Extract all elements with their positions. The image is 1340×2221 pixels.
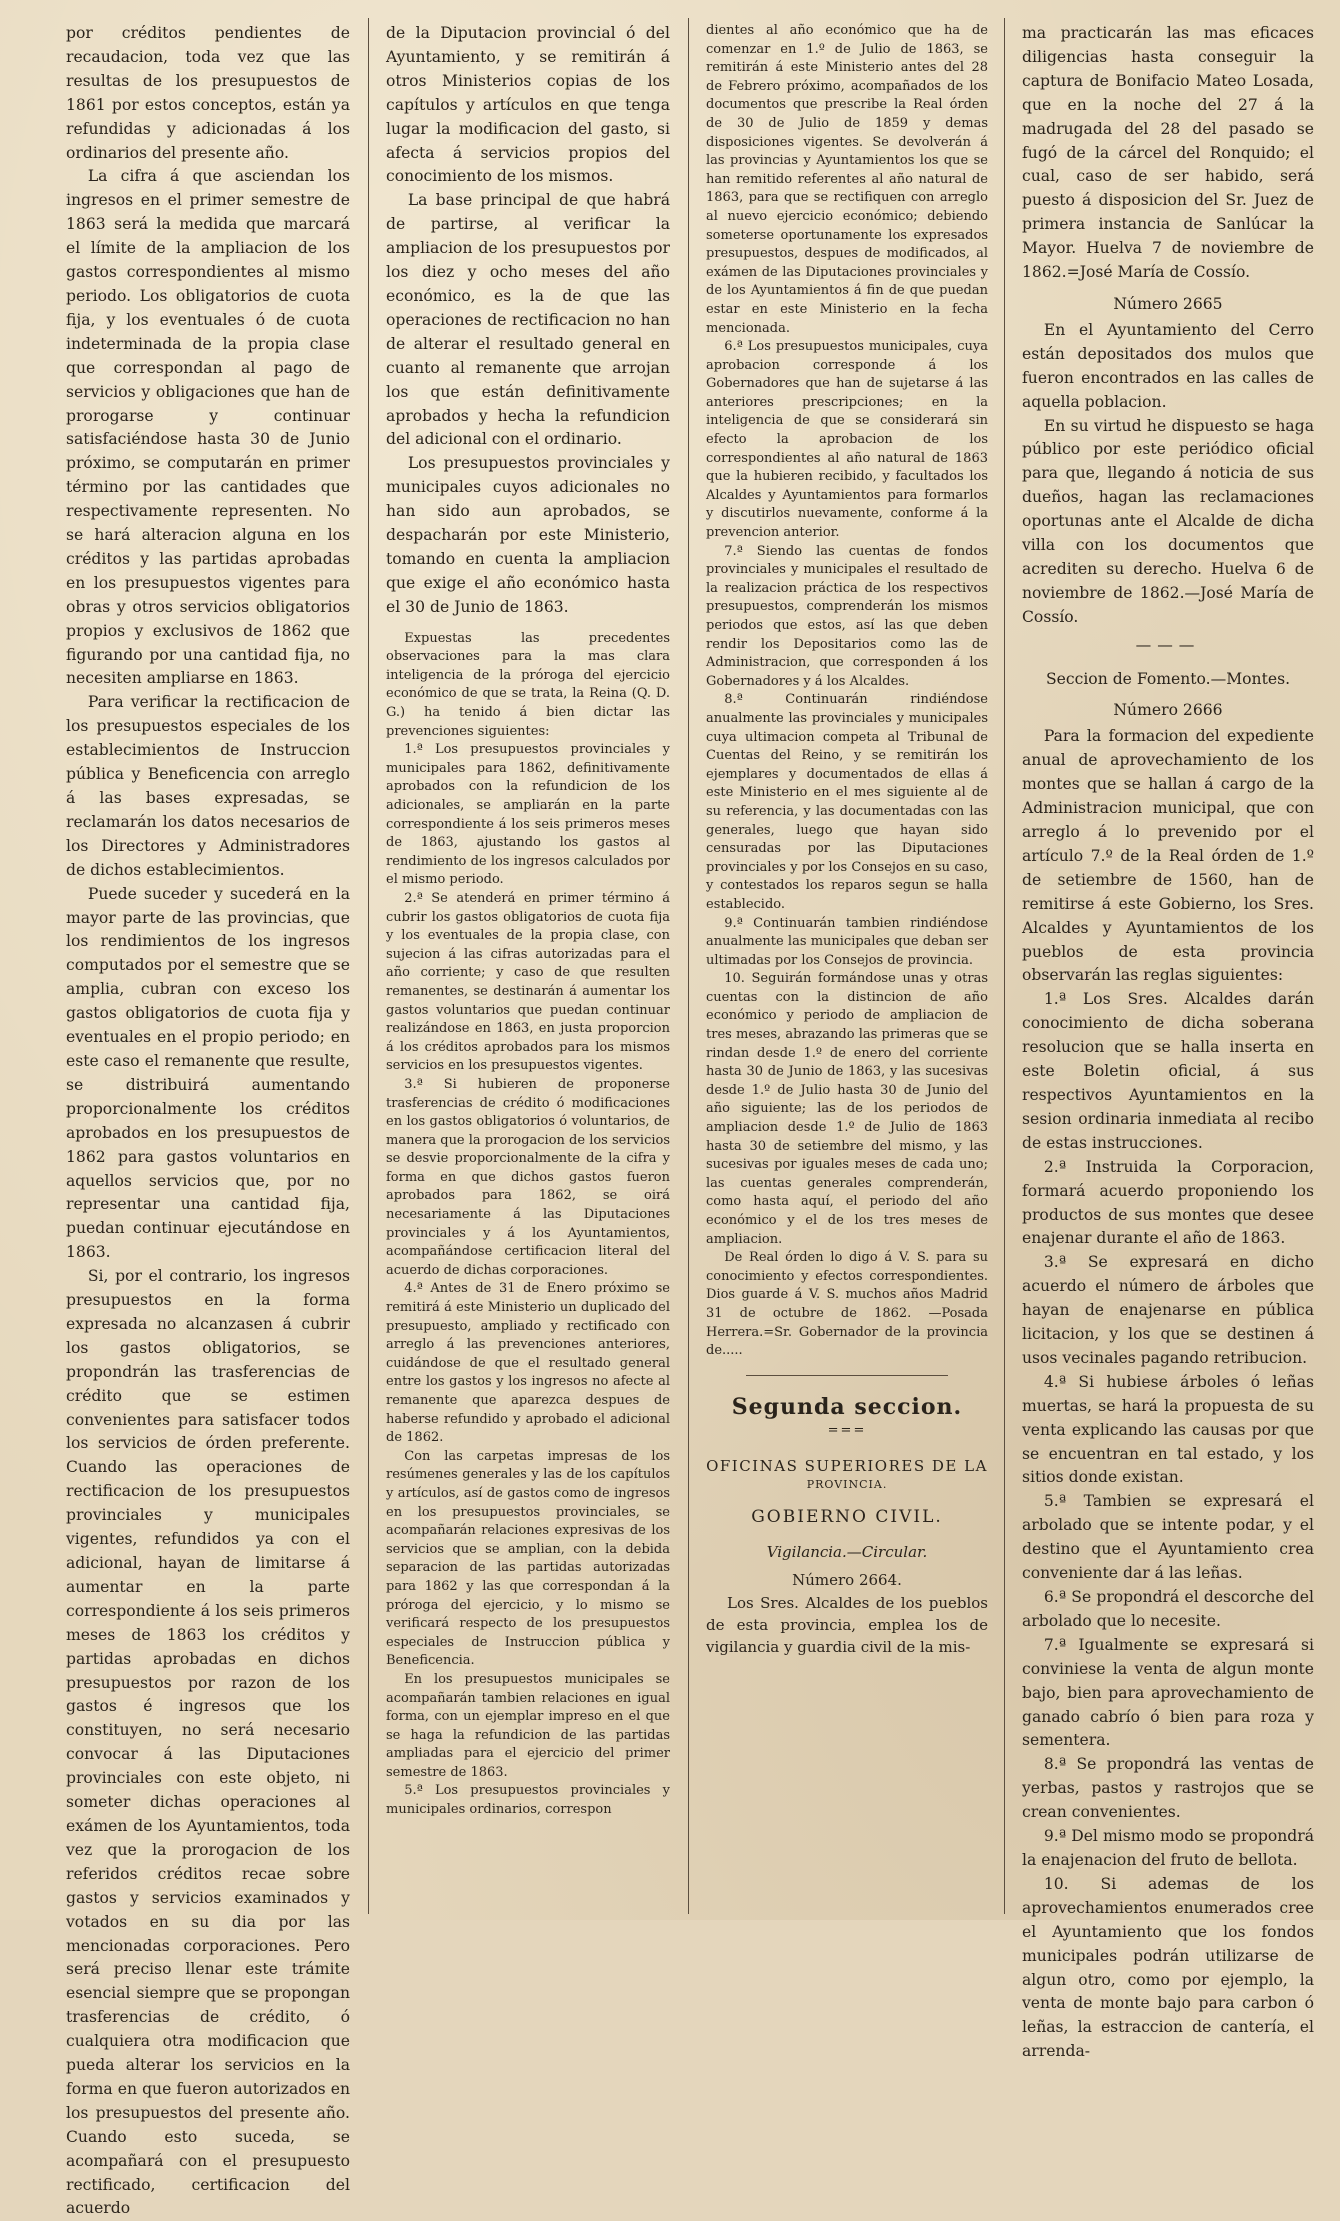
separator: === xyxy=(827,1423,867,1439)
paragraph: 5.ª Los presupuestos provinciales y municipales ordinarios, correspon xyxy=(386,1783,670,1818)
paragraph: La cifra á que asciendan los ingresos en el primer semestre de 1863 será la medida que marcará el límite de la ampliacion de los gastos correspondientes al mismo periodo. Los obligatorios de cuota fija, y los eventuales ó de cuota indeterminada de la propia clase que correspondan al pago de servicios y obligaciones que han de prorogarse y continuar satisfaciéndose hasta 30 de Junio próximo, se computarán en primer término por las cantidades que respectivamente representen. No se hará alteracion alguna en los créditos y las partidas aprobadas en los presupuestos vigentes para obras y otros servicios obligatorios propios y exclusivos de 1862 que figurando por una cantidad fija, no necesiten ampliarse en 1863. xyxy=(66,167,350,688)
paragraph: 2.ª Se atenderá en primer término á cubrir los gastos obligatorios de cuota fija y los eventuales de la propia clase, con sujecion á las cifras autorizadas para el año corriente; y caso de que resulten remanentes, se destinarán á aumentar los gastos voluntarios que puedan continuar realizándose en 1863, en justa proporcion á los créditos aprobados para los mismos servicios en los presupuestos vigentes. xyxy=(386,890,670,1074)
paragraph: de la Diputacion provincial ó del Ayuntamiento, y se remitirán á otros Ministerios copias de los capítulos y artículos en que tenga lugar la modificacion del gasto, si afecta á servicios propios del conocimiento de los mismos. xyxy=(386,24,670,186)
paragraph: 2.ª Instruida la Corporacion, formará acuerdo proponiendo los productos de sus montes que desee enajenar durante el año de 1863. xyxy=(1022,1157,1314,1248)
paragraph: 8.ª Se propondrá las ventas de yerbas, pastos y rastrojos que se crean convenientes. xyxy=(1022,1755,1314,1822)
paragraph: 6.ª Se propondrá el descorche del arbolado que lo necesite. xyxy=(1022,1588,1314,1630)
paragraph: 3.ª Se expresará en dicho acuerdo el número de árboles que hayan de enajenarse en pública licitacion, y los que se destinen á usos vecinales pagando retribucion. xyxy=(1022,1253,1314,1367)
paragraph: 10. Seguirán formándose unas y otras cuentas con la distincion de año económico y periodo de ampliacion de tres meses, abrazando las primeras que se rindan desde 1.º de enero del corriente hasta 30 de Junio de 1863, y las sucesivas desde 1.º de Julio hasta 30 de Junio del año siguiente; las de los periodos de ampliacion desde 1.º de Julio de 1863 hasta 30 de setiembre del mismo, y las sucesivas por iguales meses de cada uno; las cuentas generales comprenderán, como hasta aquí, el periodo del año económico y el de los tres meses de ampliacion. xyxy=(706,971,988,1247)
paragraph: En su virtud he dispuesto se haga público por este periódico oficial para que, llegando á noticia de sus dueños, hagan las reclamaciones oportunas ante el Alcalde de dicha villa con los documentos que acrediten su derecho. Huelva 6 de noviembre de 1862.—José María de Cossío. xyxy=(1022,416,1314,626)
paragraph: Puede suceder y sucederá en la mayor parte de las provincias, que los rendimientos de los ingresos computados por el semestre que se amplia, cubran con exceso los gastos obligatorios de cuota fija y eventuales en el propio periodo; en este caso el remanente que resulte, se distribuirá aumentando proporcionalmente los créditos aprobados en los presupuestos de 1862 para gastos voluntarios en aquellos servicios que, por no representar una cantidad fija, puedan continuar ejecutándose en 1863. xyxy=(66,884,350,1262)
paragraph: Expuestas las precedentes observaciones para la mas clara inteligencia de la próroga del ejercicio económico de que se trata, la Reina (Q. D. G.) ha tenido á bien dictar las prevenciones siguientes: xyxy=(386,630,670,739)
paragraph: 1.ª Los Sres. Alcaldes darán conocimiento de dicha soberana resolucion que se halla inserta en este Boletin oficial, á sus respectivos Ayuntamientos en la sesion ordinaria inmediata al recibo de estas instrucciones. xyxy=(1022,990,1314,1152)
paragraph: De Real órden lo digo á V. S. para su conocimiento y efectos correspondientes. Dios guarde á V. S. muchos años Madrid 31 de octubre de 1862. —Posada Herrera.=Sr. Gobernador de la provincia de..... xyxy=(706,1250,988,1359)
separator: ——— xyxy=(1135,635,1201,654)
office-heading: OFICINAS SUPERIORES DE LA xyxy=(706,1456,988,1475)
paragraph: Los Sres. Alcaldes de los pueblos de esta provincia, emplea los de vigilancia y guardia civil de la mis- xyxy=(706,1593,988,1656)
column-2 xyxy=(386,22,670,1910)
paragraph: 9.ª Del mismo modo se propondrá la enajenacion del fruto de bellota. xyxy=(1022,1827,1314,1869)
office-subheading: PROVINCIA. xyxy=(806,1477,888,1491)
paragraph: 5.ª Tambien se expresará el arbolado que se intente podar, y el destino que el Ayuntamiento crea conveniente dar á las leñas. xyxy=(1022,1492,1314,1583)
column-1 xyxy=(66,22,350,2218)
column-4 xyxy=(1022,22,1314,2061)
notice-number: Número 2665 xyxy=(1113,294,1223,313)
paragraph: dientes al año económico que ha de comenzar en 1.º de Julio de 1863, se remitirán á este Ministerio antes del 28 de Febrero próximo, acompañados de los documentos que prescribe la Real órden de 30 de Julio de 1859 y demas disposiciones vigentes. Se devolverán á las provincias y Ayuntamientos los que se han remitido referentes al año natural de 1863, para que se rectifiquen con arreglo al nuevo ejercicio económico; debiendo someterse oportunamente los expresados presupuestos, despues de modificados, al exámen de las Diputaciones provinciales y de los Ayuntamientos á fin de que puedan estar en este Ministerio en la fecha mencionada. xyxy=(706,23,988,336)
paragraph: Para la formacion del expediente anual de aprovechamiento de los montes que se hallan á cargo de la Administracion municipal, que con arreglo á lo prevenido por el artículo 7.º de la Real órden de 1.º de setiembre de 1560, han de remitirse á este Gobierno, los Sres. Alcaldes y Ayuntamientos de los pueblos de esta provincia observarán las reglas siguientes: xyxy=(1022,727,1314,985)
section-heading: Seccion de Fomento.—Montes. xyxy=(1045,669,1291,688)
paragraph: Con las carpetas impresas de los resúmenes generales y las de los capítulos y artículos, así de gastos como de ingresos en los presupuestos provinciales, se acompañarán relaciones expresivas de los servicios que se amplian, con la debida separacion de las partidas autorizadas para 1862 y las que correspondan á la prórogа del ejercicio, y lo mismo se verificará respecto de los presupuestos especiales de Instruccion pública y Beneficencia. xyxy=(386,1448,670,1669)
paragraph: 8.ª Continuarán rindiéndose anualmente las provinciales y municipales cuya ultimacion competa al Tribunal de Cuentas del Reino, y se remitirán los ejemplares y documentados de ellas á este Ministerio en el mes siguiente al de su referencia, y las documentadas con las generales, luego que hayan sido censuradas por las Diputaciones provinciales y por los Consejos en su caso, y contestados los reparos segun se halla establecido. xyxy=(706,692,988,912)
paragraph: 7.ª Siendo las cuentas de fondos provinciales y municipales el resultado de la realizacion práctica de los respectivos presupuestos, comprenderán los mismos periodos que estos, así las que deben rendir los Depositarios como las de Administracion, que corresponden á los Gobernadores y á los Alcaldes. xyxy=(706,543,988,689)
government-heading: GOBIERNO CIVIL. xyxy=(751,1507,943,1528)
paragraph: 6.ª Los presupuestos municipales, cuya aprobacion corresponde á los Gobernadores que han de sujetarse á las anteriores prescripciones; en la inteligencia de que se considerará sin efecto la aprobacion de los correspondientes al año natural de 1863 que la hubieren recibido, y facultados los Alcaldes y Ayuntamientos para formarlos y discutirlos nuevamente, conforme á la prevencion anterior. xyxy=(706,339,988,541)
paragraph: Los presupuestos provinciales y municipales cuyos adicionales no han sido aun aprobados, se despacharán por este Ministerio, tomando en cuenta la ampliacion que exige el año económico hasta el 30 de Junio de 1863. xyxy=(386,454,670,616)
subsection-heading: Vigilancia.—Circular. xyxy=(766,1542,928,1561)
paragraph: La base principal de que habrá de partirse, al verificar la ampliacion de los presupuestos por los diez y ocho meses del año económico, es la de que las operaciones de rectificacion no han de alterar el resultado general en cuanto al remanente que arrojan los que están definitivamente aprobados y hecha la refundicion del adicional con el ordinario. xyxy=(386,191,670,449)
paragraph: En los presupuestos municipales se acompañarán tambien relaciones en igual forma, con un ejemplar impreso en el que se haga la refundicion de las partidas ampliadas para el ejercicio del primer semestre de 1863. xyxy=(386,1671,670,1780)
paragraph: 9.ª Continuarán tambien rindiéndose anualmente las municipales que deban ser ultimadas por los Consejos de provincia. xyxy=(706,915,988,968)
paragraph: 3.ª Si hubieren de proponerse trasferencias de crédito ó modificaciones en los gastos obligatorios ó voluntarios, de manera que la prorogacion de los servicios se desvie proporcionalmente de la cifra y forma en que dichos gastos fueron aprobados para 1862, se oirá necesariamente á las Diputaciones provinciales y á los Ayuntamientos, acompañándose certificacion literal del acuerdo de dichas corporaciones. xyxy=(386,1076,671,1278)
column-rule xyxy=(368,18,369,1914)
divider xyxy=(746,1375,948,1376)
paragraph: ma practicarán las mas eficaces diligencias hasta conseguir la captura de Bonifacio Mateo Losada, que en la noche del 27 á la madrugada del 28 del pasado se fugó de la cárcel del Ronquido; el cual, caso de ser habido, será puesto á disposicion del Sr. Juez de primera instancia de Sanlúcar la Mayor. Huelva 7 de noviembre de 1862.=José María de Cossío. xyxy=(1022,24,1314,282)
paragraph: 7.ª Igualmente se expresará si conviniese la venta de algun monte bajo, bien para aprovechamiento de ganado cabrío ó bien para roza y sementera. xyxy=(1022,1635,1314,1750)
notice-number: Número 2666 xyxy=(1113,701,1223,720)
paragraph: En el Ayuntamiento del Cerro están depositados dos mulos que fueron encontrados en las calles de aquella poblacion. xyxy=(1022,320,1314,411)
section-heading: Segunda seccion. xyxy=(731,1393,963,1420)
paragraph: 4.ª Si hubiese árboles ó leñas muertas, se hará la propuesta de su venta explicando las causas por que se encuentran en tal estado, y los sitios donde existan. xyxy=(1022,1372,1314,1487)
column-rule xyxy=(1004,18,1005,1914)
notice-number: Número 2664. xyxy=(792,1571,902,1590)
paragraph: 1.ª Los presupuestos provinciales y municipales para 1862, definitivamente aprobados con la refundicion de los adicionales, se ampliarán en la parte correspondiente á los seis primeros meses de 1863, ajustando los gastos al rendimiento de los ingresos calculados por el mismo periodo. xyxy=(386,742,670,888)
paragraph: Para verificar la rectificacion de los presupuestos especiales de los establecimientos de Instruccion pública y Beneficencia con arreglo á las bases expresadas, se reclamarán los datos necesarios de los Directores y Administradores de dichos establecimientos. xyxy=(66,693,350,879)
paragraph: 10. Si ademas de los aprovechamientos enumerados cree el Ayuntamiento que los fondos municipales podrán utilizarse de algun otro, como por ejemplo, la venta de monte bajo para carbon ó leñas, la estraccion de cantería, el arrenda- xyxy=(1022,1874,1314,2061)
paragraph: por créditos pendientes de recaudacion, toda vez que las resultas de los presupuestos de 1861 por estos conceptos, están ya refundidas y adicionadas á los ordinarios del presente año. xyxy=(66,24,350,162)
paragraph: 4.ª Antes de 31 de Enero próximo se remitirá á este Ministerio un duplicado del presupuesto, ampliado y rectificado con arreglo á las prevenciones anteriores, cuidándose de que el resultado general entre los gastos y los ingresos no afecte al remanente que aparezca despues de haberse refundido y aprobado el adicional de 1862. xyxy=(386,1281,670,1446)
paragraph: Si, por el contrario, los ingresos presupuestos en la forma expresada no alcanzasen á cubrir los gastos obligatorios, se propondrán las trasferencias de crédito que se estimen convenientes para satisfacer todos los servicios de órden preferente. Cuando las operaciones de rectificacion de los presupuestos provinciales y municipales vigentes, refundidos ya con el adicional, hayan de limitarse á aumentar en la parte correspondiente á los seis primeros meses de 1863 los créditos y partidas aprobadas en dichos presupuestos por razon de los gastos é ingresos que los constituyen, no será necesario convocar á las Diputaciones provinciales con este objeto, ni someter dichas operaciones al exámen de los Ayuntamientos, toda vez que la prorogacion de los referidos créditos recae sobre gastos y servicios examinados y votados en su dia por las mencionadas corporaciones. Pero será preciso llenar este trámite esencial siempre que se propongan trasferencias de crédito, ó cualquiera otra modificacion que pueda alterar los servicios en la forma en que fueron autorizados en los presupuestos del presente año. Cuando esto suceda, se acompañará con el presupuesto rectificado, certificacion del acuerdo xyxy=(66,1267,350,2218)
column-rule xyxy=(688,18,689,1914)
column-3 xyxy=(706,22,988,1910)
